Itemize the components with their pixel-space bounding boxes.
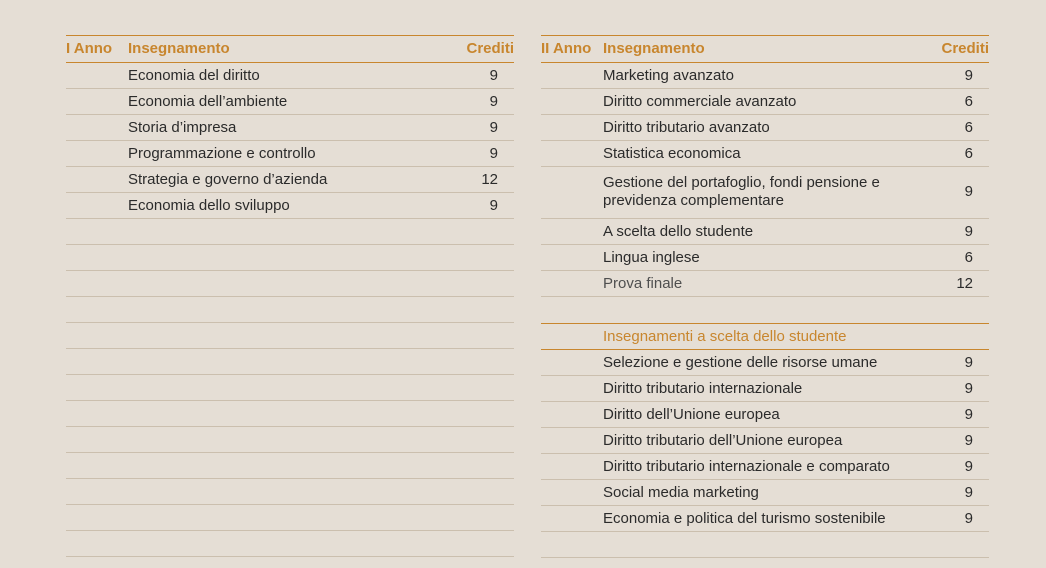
elective-row <box>541 454 989 480</box>
course-credits: 9 <box>964 458 973 475</box>
course-row <box>541 167 989 219</box>
course-credits: 9 <box>964 510 973 527</box>
course-column-header: Insegnamento <box>603 40 705 57</box>
first-year-header <box>66 35 514 63</box>
elective-row <box>541 428 989 454</box>
course-credits: 9 <box>964 183 973 200</box>
course-name: Strategia e governo d’azienda <box>128 171 328 188</box>
course-name: Diritto tributario internazionale <box>603 380 803 397</box>
course-credits: 6 <box>964 249 973 266</box>
empty-row <box>66 323 514 349</box>
elective-row <box>541 480 989 506</box>
course-name: Social media marketing <box>603 484 759 501</box>
course-name: Gestione del portafoglio, fondi pensione e previdenza complementare <box>603 174 880 209</box>
course-credits: 9 <box>489 145 498 162</box>
course-row <box>541 271 989 297</box>
course-name: Economia e politica del turismo sostenibile <box>603 510 886 527</box>
first-year-table <box>66 35 514 557</box>
course-credits: 9 <box>964 223 973 240</box>
section-spacer <box>541 297 989 323</box>
course-name: Programmazione e controllo <box>128 145 316 162</box>
empty-row <box>66 427 514 453</box>
course-credits: 9 <box>964 406 973 423</box>
course-credits: 9 <box>489 197 498 214</box>
course-column-header: Insegnamento <box>128 40 230 57</box>
second-year-header <box>541 35 989 63</box>
course-name: Diritto tributario dell’Unione europea <box>603 432 843 449</box>
course-row <box>66 63 514 89</box>
elective-row <box>541 350 989 376</box>
second-year-table <box>541 35 989 558</box>
credits-column-header: Crediti <box>466 40 514 57</box>
course-name: Diritto tributario internazionale e comparato <box>603 458 890 475</box>
course-row <box>66 115 514 141</box>
empty-row <box>66 505 514 531</box>
credits-column-header: Crediti <box>941 40 989 57</box>
year-label: I Anno <box>66 40 113 57</box>
empty-row <box>66 297 514 323</box>
course-row <box>66 167 514 193</box>
course-row <box>541 245 989 271</box>
course-credits: 6 <box>964 93 973 110</box>
elective-row <box>541 506 989 532</box>
course-credits: 9 <box>964 432 973 449</box>
course-row <box>541 219 989 245</box>
course-name: Economia dell’ambiente <box>128 93 288 110</box>
course-row <box>66 193 514 219</box>
course-name: Diritto dell’Unione europea <box>603 406 780 423</box>
course-name: Diritto commerciale avanzato <box>603 93 797 110</box>
course-credits: 9 <box>964 354 973 371</box>
course-credits: 6 <box>964 145 973 162</box>
course-name: Lingua inglese <box>603 249 700 266</box>
empty-row <box>66 401 514 427</box>
empty-row <box>66 453 514 479</box>
empty-row <box>66 375 514 401</box>
course-name: Selezione e gestione delle risorse umane <box>603 354 878 371</box>
course-row <box>541 115 989 141</box>
year-label: II Anno <box>541 40 592 57</box>
course-row <box>541 141 989 167</box>
course-row <box>541 63 989 89</box>
course-row <box>66 89 514 115</box>
course-name: Statistica economica <box>603 145 741 162</box>
empty-row <box>541 532 989 558</box>
elective-row <box>541 376 989 402</box>
course-name: Storia d’impresa <box>128 119 237 136</box>
empty-row <box>66 531 514 557</box>
course-name: Marketing avanzato <box>603 67 734 84</box>
course-credits: 12 <box>956 275 973 292</box>
course-name: Diritto tributario avanzato <box>603 119 770 136</box>
course-credits: 9 <box>964 380 973 397</box>
course-name: Economia del diritto <box>128 67 260 84</box>
empty-row <box>66 271 514 297</box>
electives-title: Insegnamenti a scelta dello studente <box>603 328 847 345</box>
elective-row <box>541 402 989 428</box>
empty-row <box>66 479 514 505</box>
course-row <box>66 141 514 167</box>
course-name: Prova finale <box>603 275 683 292</box>
empty-row <box>66 219 514 245</box>
course-credits: 9 <box>489 67 498 84</box>
empty-row <box>66 245 514 271</box>
course-credits: 9 <box>964 484 973 501</box>
empty-row <box>66 349 514 375</box>
course-name: Economia dello sviluppo <box>128 197 290 214</box>
course-credits: 12 <box>481 171 498 188</box>
course-credits: 9 <box>489 93 498 110</box>
course-credits: 6 <box>964 119 973 136</box>
course-credits: 9 <box>489 119 498 136</box>
course-row <box>541 89 989 115</box>
course-credits: 9 <box>964 67 973 84</box>
course-name: A scelta dello studente <box>603 223 754 240</box>
electives-header <box>541 323 989 350</box>
